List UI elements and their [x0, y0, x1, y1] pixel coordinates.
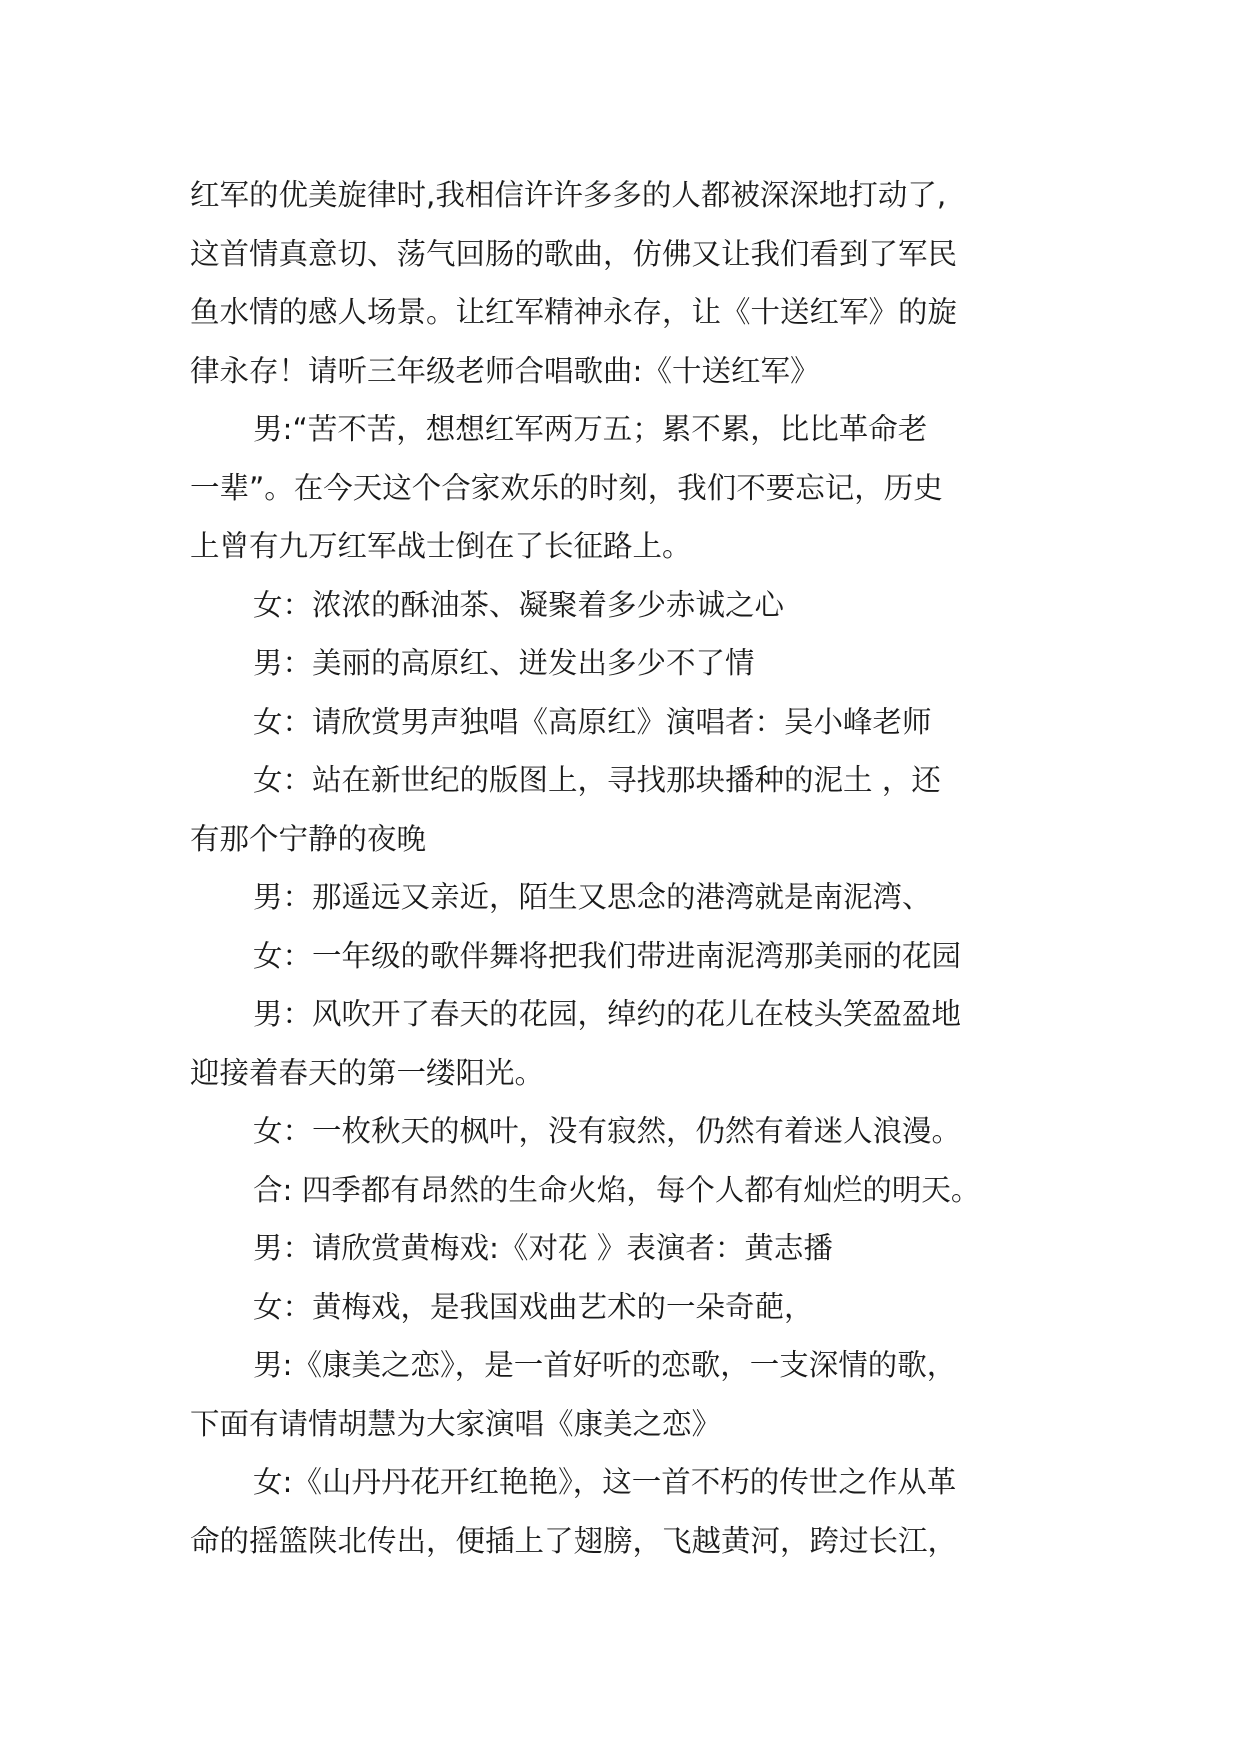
- text-line: 女：站在新世纪的版图上，寻找那块播种的泥土 ，还: [253, 763, 941, 797]
- text-line: 女:《山丹丹花开红艳艳》，这一首不朽的传世之作从革: [253, 1465, 957, 1499]
- text-line: 女：黄梅戏，是我国戏曲艺术的一朵奇葩，: [253, 1289, 814, 1324]
- text-line: 男：那遥远又亲近，陌生又思念的港湾就是南泥湾、: [253, 880, 932, 914]
- text-line: 男：美丽的高原红、迸发出多少不了情: [253, 646, 755, 680]
- text-line: 这首情真意切、荡气回肠的歌曲，仿佛又让我们看到了军民: [190, 236, 958, 271]
- text-line: 红军的优美旋律时,我相信许许多多的人都被深深地打动了,: [190, 178, 947, 212]
- text-line: 迎接着春天的第一缕阳光。: [190, 1055, 545, 1090]
- text-line: 鱼水情的感人场景。让红军精神永存，让《十送红军》的旋: [190, 295, 958, 329]
- text-line: 男：请欣赏黄梅戏:《对花 》表演者：黄志播: [253, 1231, 833, 1265]
- text-line: 律永存！请听三年级老师合唱歌曲:《十送红军》: [190, 353, 820, 388]
- text-line: 女：请欣赏男声独唱《高原红》演唱者：吴小峰老师: [253, 704, 932, 739]
- text-line: 女：一枚秋天的枫叶，没有寂然，仍然有着迷人浪漫。: [253, 1114, 962, 1148]
- text-line: 上曾有九万红军战士倒在了长征路上。: [190, 529, 692, 563]
- text-line: 合: 四季都有昂然的生命火焰，每个人都有灿烂的明天。: [253, 1172, 981, 1207]
- document-body: [190, 166, 1090, 1570]
- text-line: 一辈”。在今天这个合家欢乐的时刻，我们不要忘记，历史: [190, 470, 943, 505]
- text-line: 男：风吹开了春天的花园，绰约的花儿在枝头笑盈盈地: [253, 997, 962, 1031]
- text-line: 男:“苦不苦，想想红军两万五；累不累，比比革命老: [253, 412, 928, 446]
- text-line: 有那个宁静的夜晚: [190, 821, 427, 856]
- text-line: 女：一年级的歌伴舞将把我们带进南泥湾那美丽的花园: [253, 938, 962, 973]
- text-line: 下面有请情胡慧为大家演唱《康美之恋》: [190, 1406, 722, 1441]
- text-line: 女：浓浓的酥油茶、凝聚着多少赤诚之心: [253, 587, 785, 622]
- text-line: 命的摇篮陕北传出，便插上了翅膀，飞越黄河，跨过长江，: [190, 1523, 958, 1558]
- text-line: 男:《康美之恋》，是一首好听的恋歌，一支深情的歌，: [253, 1348, 957, 1382]
